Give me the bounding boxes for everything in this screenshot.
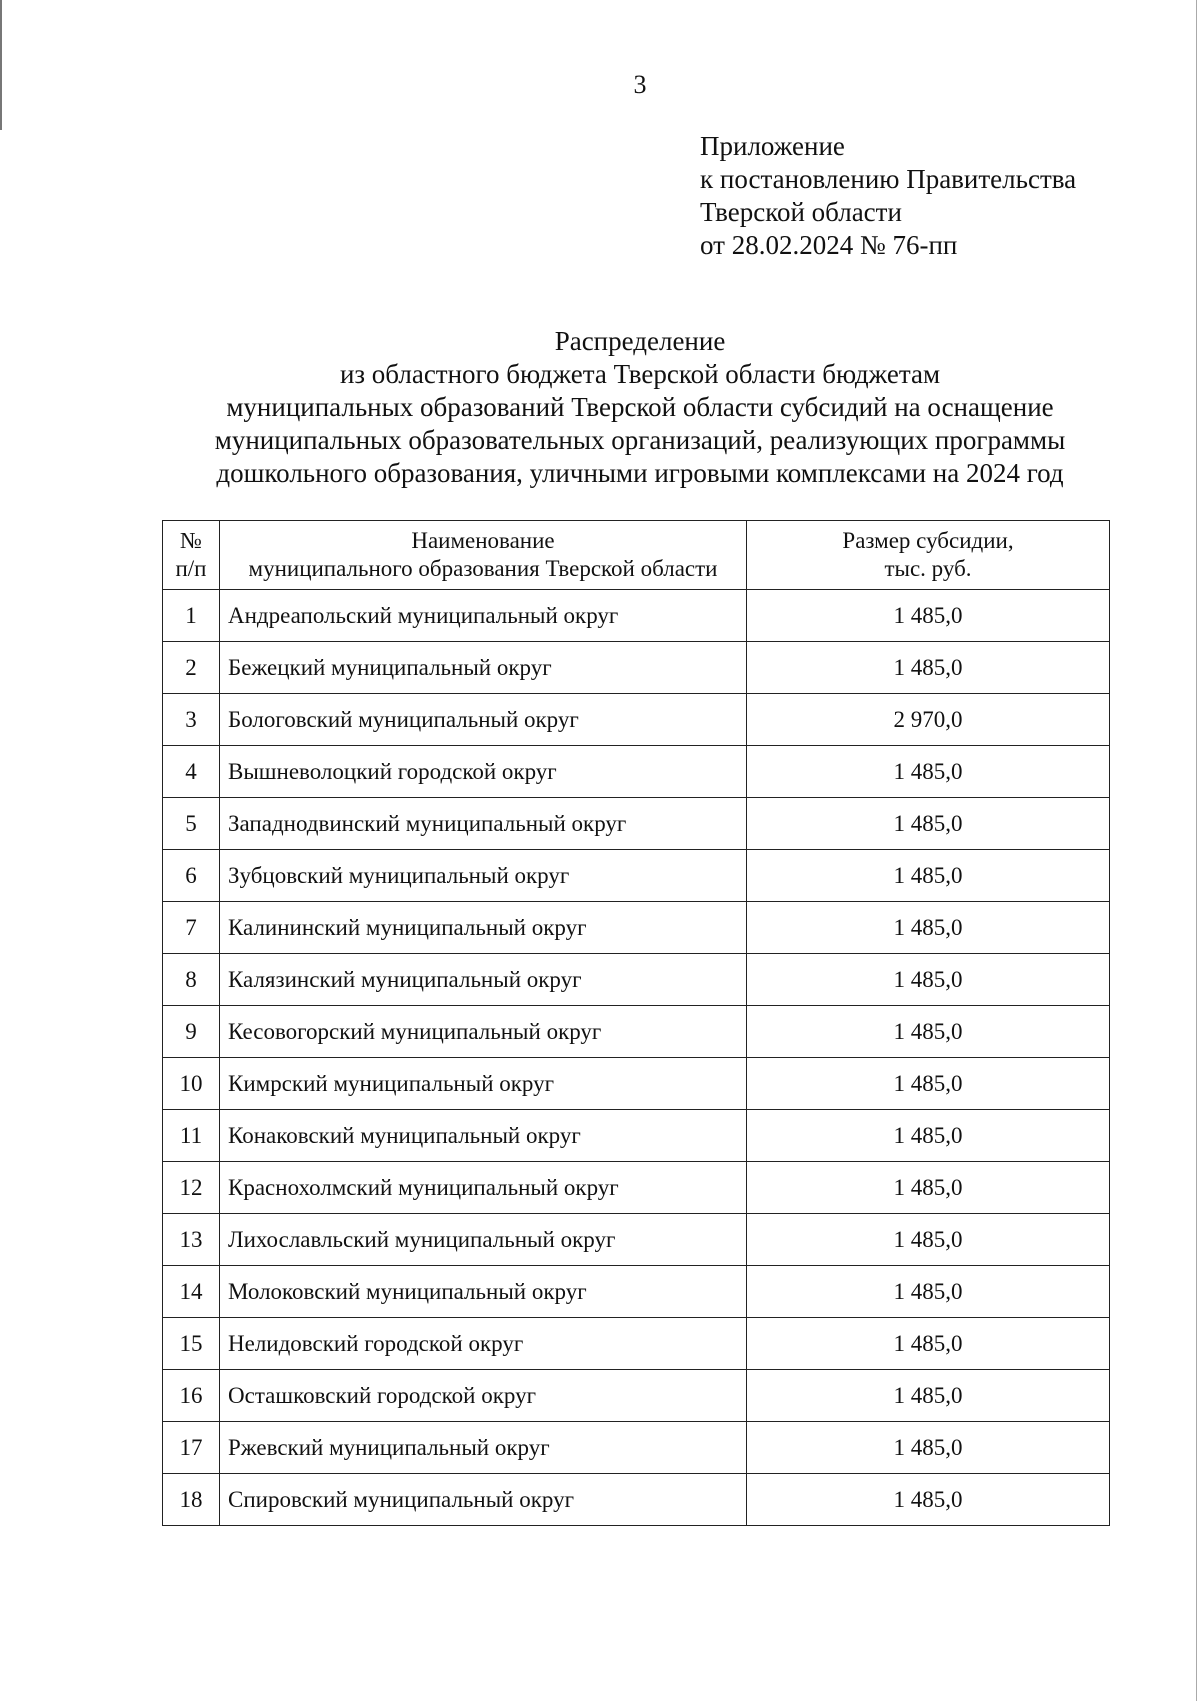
row-number: 4 — [163, 746, 220, 798]
row-amount: 1 485,0 — [747, 1214, 1110, 1266]
row-number: 9 — [163, 1006, 220, 1058]
row-amount: 1 485,0 — [747, 590, 1110, 642]
row-municipality: Бологовский муниципальный округ — [220, 694, 747, 746]
header-amount-line: Размер субсидии, — [842, 528, 1014, 553]
table-row — [163, 1214, 1110, 1266]
header-name-line: муниципального образования Тверской области — [248, 556, 718, 581]
table-row — [163, 694, 1110, 746]
table-row — [163, 1058, 1110, 1110]
table-row — [163, 1422, 1110, 1474]
annex-line: от 28.02.2024 № 76-пп — [700, 230, 958, 260]
header-number — [163, 521, 220, 590]
table-header-row — [163, 521, 1110, 590]
table-row — [163, 902, 1110, 954]
table-row — [163, 1266, 1110, 1318]
title-line: из областного бюджета Тверской области бюджетам — [339, 359, 941, 389]
row-amount: 1 485,0 — [747, 1422, 1110, 1474]
row-number: 14 — [163, 1266, 220, 1318]
row-number: 13 — [163, 1214, 220, 1266]
row-number: 7 — [163, 902, 220, 954]
row-municipality: Конаковский муниципальный округ — [220, 1110, 747, 1162]
title-line: муниципальных образований Тверской области субсидий на оснащение — [226, 392, 1054, 422]
row-municipality: Калининский муниципальный округ — [220, 902, 747, 954]
table-row — [163, 590, 1110, 642]
row-municipality: Калязинский муниципальный округ — [220, 954, 747, 1006]
header-number-line: № — [180, 528, 202, 553]
row-amount: 2 970,0 — [747, 694, 1110, 746]
row-amount: 1 485,0 — [747, 1006, 1110, 1058]
row-municipality: Андреапольский муниципальный округ — [220, 590, 747, 642]
table-row — [163, 1162, 1110, 1214]
row-amount: 1 485,0 — [747, 1162, 1110, 1214]
scan-edge-mark — [0, 0, 2, 130]
table-row — [163, 954, 1110, 1006]
row-municipality: Спировский муниципальный округ — [220, 1474, 747, 1526]
table-row — [163, 1110, 1110, 1162]
scan-edge-mark — [1196, 0, 1197, 1701]
distribution-table — [162, 520, 1110, 1526]
row-municipality: Молоковский муниципальный округ — [220, 1266, 747, 1318]
row-amount: 1 485,0 — [747, 1266, 1110, 1318]
row-number: 12 — [163, 1162, 220, 1214]
row-amount: 1 485,0 — [747, 1058, 1110, 1110]
table-row — [163, 1318, 1110, 1370]
row-amount: 1 485,0 — [747, 798, 1110, 850]
table-row — [163, 746, 1110, 798]
header-amount — [747, 521, 1110, 590]
row-number: 16 — [163, 1370, 220, 1422]
row-amount: 1 485,0 — [747, 1474, 1110, 1526]
row-number: 11 — [163, 1110, 220, 1162]
row-number: 1 — [163, 590, 220, 642]
row-amount: 1 485,0 — [747, 746, 1110, 798]
row-municipality: Кимрский муниципальный округ — [220, 1058, 747, 1110]
row-number: 17 — [163, 1422, 220, 1474]
annex-line: Тверской области — [700, 197, 902, 227]
row-municipality: Зубцовский муниципальный округ — [220, 850, 747, 902]
table-row — [163, 850, 1110, 902]
row-amount: 1 485,0 — [747, 1370, 1110, 1422]
header-name — [220, 521, 747, 590]
row-number: 18 — [163, 1474, 220, 1526]
row-amount: 1 485,0 — [747, 954, 1110, 1006]
row-municipality: Вышневолоцкий городской округ — [220, 746, 747, 798]
table-row — [163, 798, 1110, 850]
row-amount: 1 485,0 — [747, 642, 1110, 694]
header-amount-line: тыс. руб. — [884, 556, 972, 581]
row-amount: 1 485,0 — [747, 1110, 1110, 1162]
row-amount: 1 485,0 — [747, 850, 1110, 902]
row-number: 5 — [163, 798, 220, 850]
row-municipality: Лихославльский муниципальный округ — [220, 1214, 747, 1266]
table-row — [163, 1006, 1110, 1058]
annex-block — [700, 130, 1076, 262]
header-number-line: п/п — [175, 556, 207, 581]
row-number: 15 — [163, 1318, 220, 1370]
table-row — [163, 642, 1110, 694]
annex-line: к постановлению Правительства — [700, 164, 1077, 194]
row-municipality: Западнодвинский муниципальный округ — [220, 798, 747, 850]
document-title — [160, 325, 1120, 490]
row-number: 6 — [163, 850, 220, 902]
header-name-line: Наименование — [411, 528, 555, 553]
table-row — [163, 1370, 1110, 1422]
row-amount: 1 485,0 — [747, 902, 1110, 954]
row-municipality: Нелидовский городской округ — [220, 1318, 747, 1370]
row-municipality: Осташковский городской округ — [220, 1370, 747, 1422]
row-number: 10 — [163, 1058, 220, 1110]
row-number: 3 — [163, 694, 220, 746]
row-number: 2 — [163, 642, 220, 694]
row-municipality: Бежецкий муниципальный округ — [220, 642, 747, 694]
row-municipality: Краснохолмский муниципальный округ — [220, 1162, 747, 1214]
annex-line: Приложение — [700, 131, 845, 161]
title-line: муниципальных образовательных организаций, реализующих программы — [214, 425, 1066, 455]
title-line: дошкольного образования, уличными игровыми комплексами на 2024 год — [216, 458, 1064, 488]
row-municipality: Кесовогорский муниципальный округ — [220, 1006, 747, 1058]
row-amount: 1 485,0 — [747, 1318, 1110, 1370]
table-body — [163, 590, 1110, 1526]
title-line: Распределение — [554, 326, 726, 356]
table-row — [163, 1474, 1110, 1526]
row-number: 8 — [163, 954, 220, 1006]
row-municipality: Ржевский муниципальный округ — [220, 1422, 747, 1474]
page-number: 3 — [633, 70, 647, 99]
